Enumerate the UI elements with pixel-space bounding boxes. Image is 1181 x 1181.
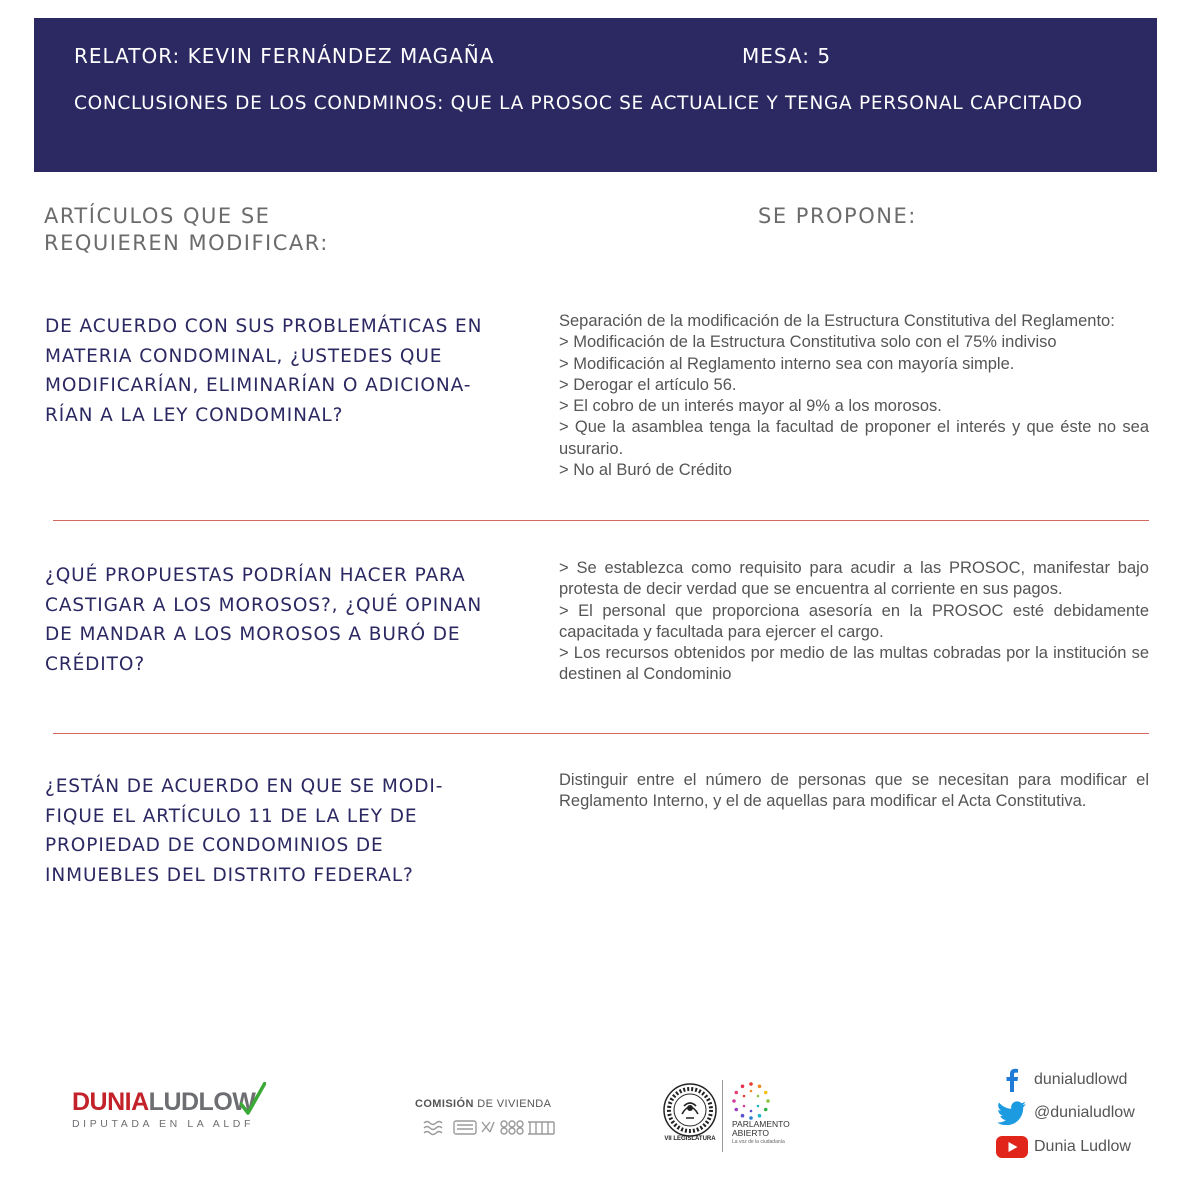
column-heading-articulos: ARTÍCULOS QUE SE REQUIEREN MODIFICAR: [44, 204, 329, 255]
answer-line: > Modificación de la Estructura Constitutiva solo con el 75% indiviso [559, 333, 1057, 352]
parlamento-tagline: La voz de la ciudadanía [732, 1139, 785, 1145]
answer-line: > Que la asamblea tenga la facultad de proponer el interés y que éste no sea usurario. [559, 418, 1149, 458]
comision-bold-text: COMISIÓN [415, 1098, 474, 1110]
row-separator [53, 520, 1149, 521]
answer-line: > Modificación al Reglamento interno sea con mayoría simple. [559, 354, 1015, 373]
dunia-ludlow-logo [72, 1088, 255, 1130]
parlamento-abierto-logo [732, 1120, 790, 1147]
answer-line: > Derogar el artículo 56. [559, 375, 737, 394]
answer-3 [559, 770, 1149, 813]
answer-line: > Se establezca como requisito para acudir a las PROSOC, manifestar bajo protesta de decir verdad que se encuentra al corriente en sus pagos. [559, 559, 1149, 599]
answer-line: > No al Buró de Crédito [559, 461, 732, 480]
vii-legislatura-text: VII LEGISLATURA [664, 1136, 716, 1142]
answer-1 [559, 311, 1149, 481]
twitter-handle: @dunialudlow [1034, 1104, 1135, 1121]
relator-label: RELATOR: KEVIN FERNÁNDEZ MAGAÑA [74, 44, 495, 68]
question-2: ¿QUÉ PROPUESTAS PODRÍAN HACER PARA CASTIGAR A LOS MOROSOS?, ¿QUÉ OPINAN DE MANDAR A LOS MOROSOS A BURÓ DE CRÉDITO? [45, 565, 483, 675]
comision-vivienda-logo [415, 1098, 551, 1110]
parlamento-abierto-icon [730, 1080, 772, 1122]
youtube-icon [996, 1136, 1028, 1158]
question-3: ¿ESTÁN DE ACUERDO EN QUE SE MODI-FIQUE EL ARTÍCULO 11 DE LA LEY DE PROPIEDAD DE CONDOMINIOS DE INMUEBLES DEL DISTRITO FEDERAL? [45, 776, 444, 886]
mesa-label: MESA: 5 [742, 44, 832, 68]
youtube-handle: Dunia Ludlow [1034, 1138, 1131, 1155]
parlamento-line-1: PARLAMENTO [732, 1119, 790, 1129]
logo-subtitle: DIPUTADA EN LA ALDF [72, 1118, 254, 1130]
logo-ludlow-text: LUDLOW [148, 1088, 256, 1116]
answer-line: > Los recursos obtenidos por medio de las multas cobradas por la institución se destinen al Condominio [559, 644, 1149, 684]
parlamento-line-2: ABIERTO [732, 1128, 770, 1138]
housing-icons [422, 1117, 558, 1137]
asamblea-seal-icon [662, 1082, 718, 1138]
row-separator [53, 733, 1149, 734]
twitter-icon [996, 1101, 1028, 1125]
answer-line: Separación de la modificación de la Estructura Constitutiva del Reglamento: [559, 312, 1115, 330]
social-youtube[interactable] [996, 1136, 1131, 1158]
question-1: DE ACUERDO CON SUS PROBLEMÁTICAS EN MATERIA CONDOMINAL, ¿USTEDES QUE MODIFICARÍAN, ELIMINARÍAN O ADICIONA-RÍAN A LA LEY CONDOMINAL? [45, 316, 483, 426]
logo-dunia-text: DUNIA [72, 1088, 149, 1116]
facebook-handle: dunialudlowd [1034, 1071, 1128, 1088]
answer-line: Distinguir entre el número de personas que se necesitan para modificar el Reglamento Interno, y el de aquellas para modificar el Acta Constitutiva. [559, 771, 1149, 811]
social-facebook[interactable] [996, 1068, 1127, 1092]
facebook-icon [996, 1068, 1028, 1092]
answer-line: > El personal que proporciona asesoría en la PROSOC esté debidamente capacitada y facultada para ejercer el cargo. [559, 601, 1149, 641]
social-twitter[interactable] [996, 1101, 1135, 1125]
conclusiones-text: CONCLUSIONES DE LOS CONDMINOS: QUE LA PROSOC SE ACTUALICE Y TENGA PERSONAL CAPCITADO [74, 93, 1083, 114]
answer-2 [559, 558, 1149, 686]
header-banner [34, 18, 1157, 172]
column-heading-propone: SE PROPONE: [758, 204, 917, 228]
checkmark-icon [240, 1082, 266, 1116]
comision-rest-text: DE VIVIENDA [473, 1098, 552, 1110]
answer-line: > El cobro de un interés mayor al 9% a los morosos. [559, 397, 942, 416]
footer-divider [722, 1080, 723, 1152]
